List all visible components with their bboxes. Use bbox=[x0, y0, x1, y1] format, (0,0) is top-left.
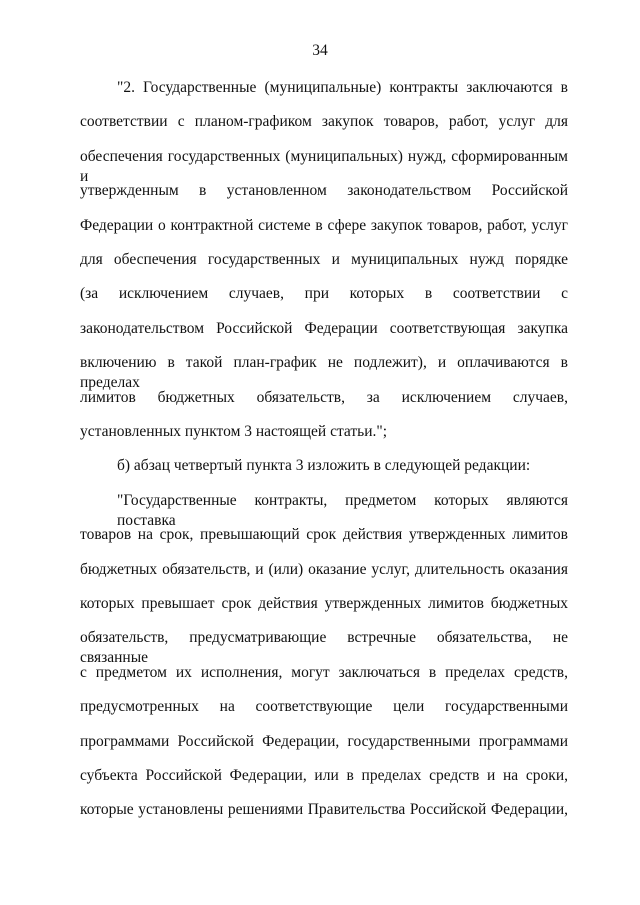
text-line: "2. Государственные (муниципальные) контракты заключаются в bbox=[117, 79, 568, 96]
text-line: предусмотренных на соответствующие цели государственными bbox=[80, 698, 568, 716]
text-line: субъекта Российской Федерации, или в пределах средств и на сроки, bbox=[80, 767, 568, 784]
text-line: которые установлены решениями Правительства Российской Федерации, bbox=[80, 801, 568, 819]
text-line: б) абзац четвертый пункта 3 изложить в следующей редакции: bbox=[117, 457, 531, 475]
text-line: обязательств, предусматривающие встречные обязательства, не связанные bbox=[80, 629, 568, 667]
text-line: программами Российской Федерации, государственными программами bbox=[80, 732, 568, 750]
text-line: Федерации о контрактной системе в сфере закупок товаров, работ, услуг bbox=[80, 216, 568, 234]
text-line: включению в такой план-график не подлежит), и оплачиваются в пределах bbox=[80, 354, 568, 392]
text-line: которых превышает срок действия утвержденных лимитов бюджетных bbox=[80, 595, 568, 612]
text-line: (за исключением случаев, при которых в соответствии с bbox=[80, 285, 568, 303]
text-line: "Государственные контракты, предметом которых являются поставка bbox=[117, 491, 568, 529]
text-line: лимитов бюджетных обязательств, за исключением случаев, bbox=[80, 388, 568, 406]
text-line: утвержденным в установленном законодательством Российской bbox=[80, 182, 568, 200]
text-line: бюджетных обязательств, и (или) оказание услуг, длительность оказания bbox=[80, 560, 568, 578]
text-line: товаров на срок, превышающий срок действия утвержденных лимитов bbox=[80, 526, 568, 544]
text-line: с предметом их исполнения, могут заключаться в пределах средств, bbox=[80, 663, 568, 681]
text-line: законодательством Российской Федерации соответствующая закупка bbox=[80, 319, 568, 337]
text-line: обеспечения государственных (муниципальных) нужд, сформированным и bbox=[80, 147, 568, 185]
page-number: 34 bbox=[312, 42, 328, 59]
text-line: для обеспечения государственных и муниципальных нужд порядке bbox=[80, 251, 568, 268]
text-line: соответствии с планом-графиком закупок товаров, работ, услуг для bbox=[80, 113, 568, 131]
text-line: установленных пунктом 3 настоящей статьи."; bbox=[80, 423, 388, 440]
